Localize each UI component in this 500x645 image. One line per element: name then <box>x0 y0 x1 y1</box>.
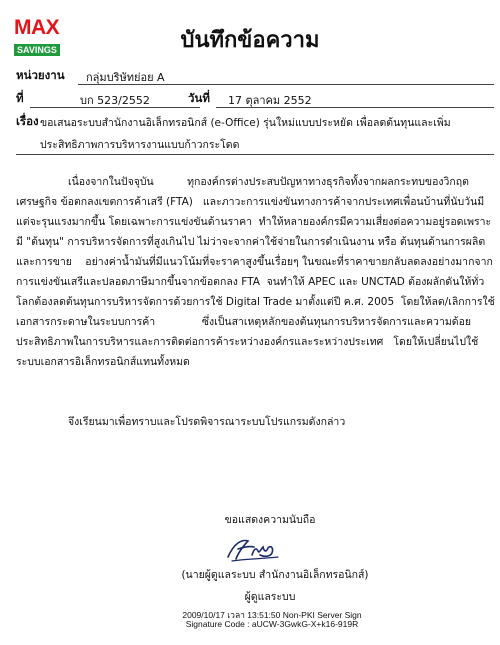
regards-text: ขอแสดงความนับถือ <box>224 514 316 526</box>
date-underline <box>216 107 494 108</box>
memo-title: บันทึกข้อความ <box>180 28 320 53</box>
body-line: ระบบเอกสารอิเล็กทรอนิกส์แทนทั้งหมด <box>16 356 190 368</box>
sign-timestamp: 2009/10/17 เวลา 13:51:50 Non-PKI Server Sign <box>182 610 362 620</box>
body-line: เศรษฐกิจ ข้อตกลงเขตการค้าเสรี (FTA) และภาวะการแข่งขันทางการค้าจากประเทศเพื่อนบ้านที่นับวันมี <box>16 196 485 208</box>
logo-sub: SAVINGS <box>14 44 60 56</box>
body-paragraph <box>16 172 496 372</box>
date-value: 17 ตุลาคม 2552 <box>228 94 312 107</box>
body-line: และการขาย อย่างค่าน้ำมันที่มีแนวโน้มที่จะราคาสูงขึ้นเรื่อยๆ ในขณะที่ราคาขายกลับลดลงอย่างมากจาก <box>16 256 493 268</box>
body-line: โลกต้องลดต้นทุนการบริหารจัดการด้วยการใช้ Digital Trade มาตั้งแต่ปี ค.ศ. 2005 โดยให้ลด/เลิกการใช้ <box>16 296 495 308</box>
subject-label: เรื่อง <box>16 114 39 128</box>
subject-underline <box>16 154 494 155</box>
subject-line-1: ขอเสนอระบบสำนักงานอิเล็กทรอนิกส์ (e-Office) รุ่นใหม่แบบประหยัด เพื่อลดต้นทุนและเพิ่ม <box>40 117 451 129</box>
signature-code: Signature Code : aUCW-3GwkG-X+k16-919R <box>185 619 359 629</box>
body-line: ประสิทธิภาพในการบริหารและการติดต่อการค้าระหว่างองค์กรและระหว่างประเทศ โดยให้เปลี่ยนไปใช้ <box>16 336 479 348</box>
subject-line-2: ประสิทธิภาพการบริหารงานแบบก้าวกระโดด <box>40 139 240 151</box>
body-line: เนื่องจากในปัจจุบัน ทุกองค์กรต่างประสบปัญหาทางธุรกิจทั้งจากผลกระทบของวิกฤต <box>68 176 469 188</box>
body-line: แต่จะรุนแรงมากขึ้น โดยเฉพาะการแข่งขันด้านราคา ทำให้หลายองค์กรมีความเสี่ยงต่อความอยู่รอดเพราะ <box>16 216 492 228</box>
agency-label: หน่วยงาน <box>16 68 65 82</box>
doc-no-value: บก 523/2552 <box>80 94 150 107</box>
agency-underline <box>78 84 494 85</box>
doc-no-underline <box>30 107 200 108</box>
body-line: มี "ต้นทุน" การบริหารจัดการที่สูงเกินไป ไม่ว่าจะจากค่าใช้จ่ายในการดำเนินงาน หรือ ต้นทุนด้านการผลิต <box>16 236 486 248</box>
signer-position: ผู้ดูแลระบบ <box>244 591 296 603</box>
body-line: การแข่งขันเสรีและปลอดภาษีมากขึ้นจากข้อตกลง FTA จนทำให้ APEC และ UNCTAD ต้องผลักดันให้ทั่ว <box>16 276 485 288</box>
agency-value: กลุ่มบริษัทย่อย A <box>86 71 165 84</box>
doc-no-label: ที่ <box>16 91 24 105</box>
closing-line: จึงเรียนมาเพื่อทราบและโปรดพิจารณาระบบโปรแกรมดังกล่าว <box>68 416 346 428</box>
logo-brand: MAX <box>14 16 60 39</box>
signer-name: (นายผู้ดูแลระบบ สำนักงานอิเล็กทรอนิกส์) <box>181 569 369 581</box>
body-line: เอกสารกระดาษในระบบการค้า ซึ่งเป็นสาเหตุหลักของต้นทุนการบริหารจัดการและความด้อย <box>16 316 472 328</box>
date-label: วันที่ <box>188 91 210 105</box>
handwritten-signature <box>224 535 284 563</box>
